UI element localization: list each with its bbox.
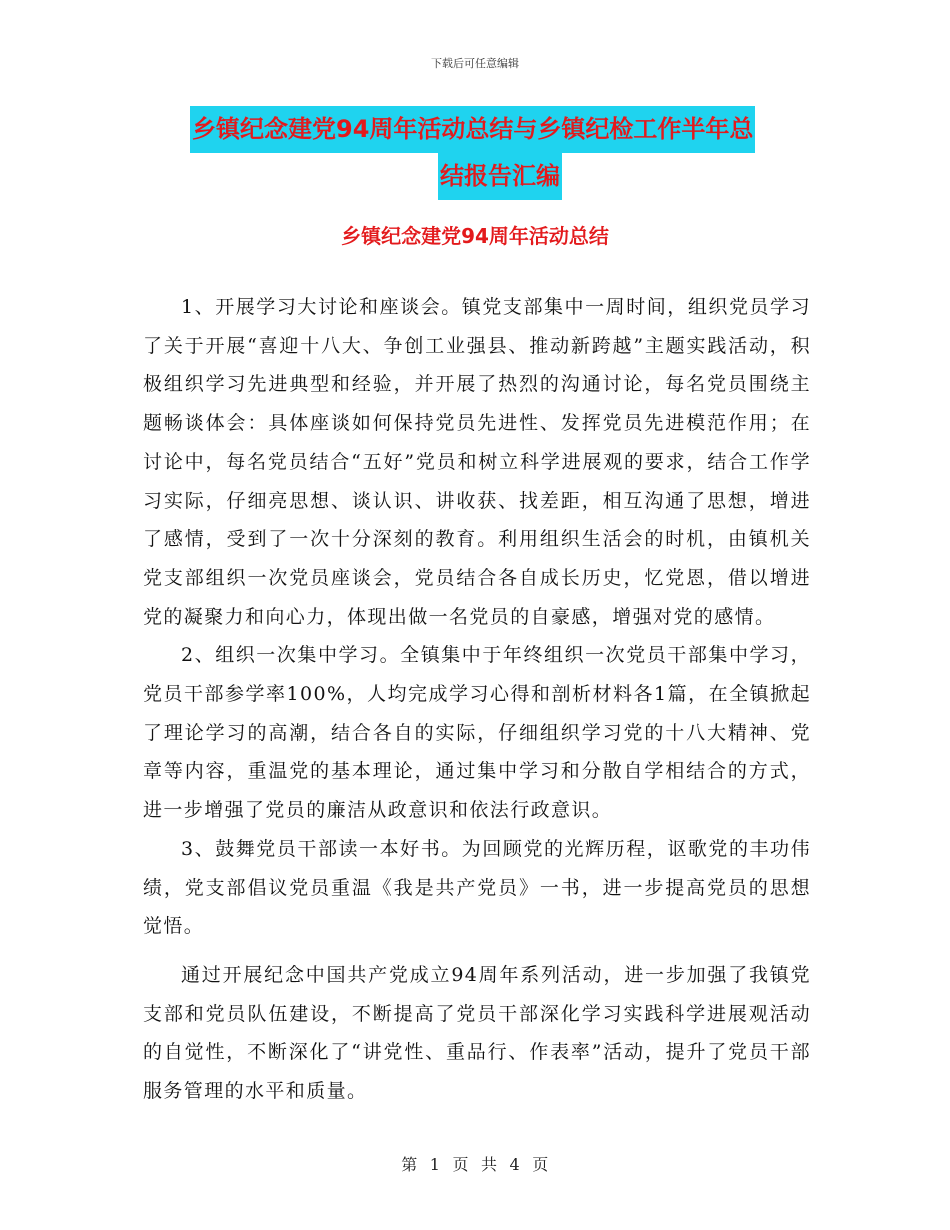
footer-suffix: 页 (532, 1155, 549, 1174)
page-number: 1 (429, 1155, 441, 1174)
title-line-2: 结报告汇编 (438, 153, 562, 200)
paragraph-2: 2、组织一次集中学习。全镇集中于年终组织一次党员干部集中学习，党员干部参学率100%，人均完成学习心得和剖析材料各1篇，在全镇掀起了理论学习的高潮，结合各自的实际，仔细组织学习党的十八大精神、党章等内容，重温党的基本理论，通过集中学习和分散自学相结合的方式，进一步增强了党员的廉洁从政意识和依法行政意识。 (143, 644, 811, 822)
footer-page-word: 页 (452, 1155, 469, 1174)
paragraph-3: 3、鼓舞党员干部读一本好书。为回顾党的光辉历程，讴歌党的丰功伟绩，党支部倡议党员重温《我是共产党员》一书，进一步提高党员的思想觉悟。 (143, 837, 811, 938)
footer-total-word: 共 (481, 1155, 498, 1174)
header-note: 下载后可任意编辑 (431, 57, 519, 70)
footer-prefix: 第 (401, 1155, 418, 1174)
paragraph-1: 1、开展学习大讨论和座谈会。镇党支部集中一周时间，组织党员学习了关于开展“喜迎十八大、争创工业强县、推动新跨越”主题实践活动，积极组织学习先进典型和经验，并开展了热烈的沟通讨论，每名党员围绕主题畅谈体会：具体座谈如何保持党员先进性、发挥党员先进模范作用；在讨论中，每名党员结合“五好”党员和树立科学进展观的要求，结合工作学习实际，仔细亮思想、谈认识、讲收获、找差距，相互沟通了思想，增进了感情，受到了一次十分深刻的教育。利用组织生活会的时机，由镇机关党支部组织一次党员座谈会，党员结合各自成长历史，忆党恩，借以增进党的凝聚力和向心力，体现出做一名党员的自豪感，增强对党的感情。 (143, 296, 811, 628)
total-pages: 4 (509, 1155, 521, 1174)
page-footer (0, 1152, 950, 1175)
paragraph-4: 通过开展纪念中国共产党成立94周年系列活动，进一步加强了我镇党支部和党员队伍建设，不断提高了党员干部深化学习实践科学进展观活动的自觉性，不断深化了“讲党性、重品行、作表率”活动，提升了党员干部服务管理的水平和质量。 (143, 963, 811, 1103)
section-title: 乡镇纪念建党94周年活动总结 (341, 224, 609, 248)
body-text (143, 288, 811, 1111)
title-line-1: 乡镇纪念建党94周年活动总结与乡镇纪检工作半年总 (190, 106, 755, 153)
document-title (190, 106, 810, 200)
